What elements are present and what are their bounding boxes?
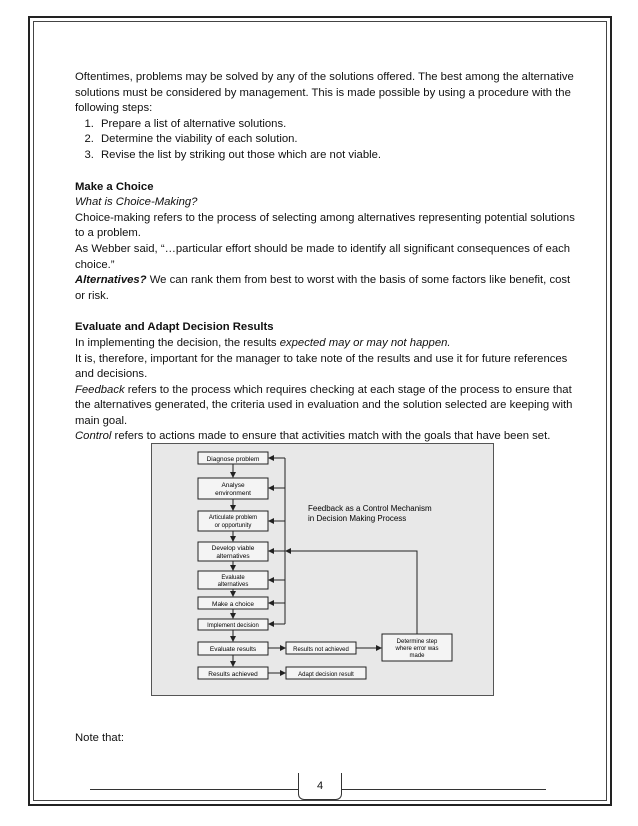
step-box-make-choice <box>198 597 268 609</box>
step-label: alternatives <box>216 553 250 560</box>
footer-rule-right <box>340 789 546 790</box>
determine-step-box <box>382 634 452 661</box>
list-item: 2. Determine the viability of each solution. <box>97 132 575 148</box>
diagram-title: in Decision Making Process <box>308 514 407 523</box>
feedback-text: refers to the process which requires checking at each stage of the process to ensure that the alternatives generated, the criteria used in evaluation and the solution selected are keeping with main goal. <box>75 383 573 427</box>
alternatives-label: Alternatives? <box>75 274 147 287</box>
intro-paragraph: Oftentimes, problems may be solved by any of the solutions offered. The best among the alternative solutions must be considered by management. This is made possible by using a procedure with the following steps: <box>75 71 574 115</box>
determine-step-label: Determine step <box>396 639 438 645</box>
step-box-analyse <box>198 478 268 499</box>
step-label: or opportunity <box>214 523 252 529</box>
step-label: Results achieved <box>208 671 258 678</box>
step-label: Evaluate <box>221 575 245 581</box>
list-item: 1. Prepare a list of alternative solutions. <box>97 117 575 133</box>
step-label: Articulate problem <box>208 515 258 521</box>
step-box-implement <box>198 619 268 630</box>
footer-rule-left <box>90 789 298 790</box>
step-box-results-achieved <box>198 667 268 679</box>
step-label: Evaluate results <box>209 646 257 653</box>
adapt-result-box <box>286 667 366 679</box>
choice-making-definition: Choice-making refers to the process of selecting among alternatives representing potential solutions to a problem. <box>75 211 575 240</box>
evaluate-heading: Evaluate and Adapt Decision Results <box>75 321 274 334</box>
results-not-achieved-label: Results not achieved <box>293 647 349 653</box>
results-not-achieved-box <box>286 642 356 654</box>
feedback-paragraph <box>75 383 575 430</box>
step-label: Make a choice <box>212 601 254 608</box>
control-term: Control <box>75 430 112 443</box>
step-box-develop <box>198 542 268 561</box>
list-item: 3. Revise the list by striking out those which are not viable. <box>97 148 575 164</box>
implementing-text: In implementing the decision, the results <box>75 336 280 349</box>
control-text: refers to actions made to ensure that activities match with the goals that have been set. <box>111 430 551 443</box>
webber-quote: As Webber said, “…particular effort should be made to identify all significant consequences of each choice.” <box>75 242 571 271</box>
step-label: Analyse <box>221 482 245 489</box>
document-body <box>75 70 575 445</box>
alternatives-text: We can rank them from best to worst with the basis of some factors like benefit, cost or risk. <box>75 274 571 302</box>
importance-paragraph: It is, therefore, important for the manager to take note of the results and use it for future references and decisions. <box>75 352 568 381</box>
step-label: Implement decision <box>207 623 259 629</box>
steps-list <box>75 117 575 164</box>
step-box-diagnose <box>198 452 268 464</box>
feedback-bus <box>269 458 285 624</box>
error-feedback-arrow <box>286 551 417 634</box>
feedback-control-diagram <box>151 443 494 696</box>
step-box-evaluate-alternatives <box>198 571 268 589</box>
alternatives-paragraph <box>75 273 575 304</box>
page-number: 4 <box>298 773 342 800</box>
step-label: Develop viable <box>211 545 255 552</box>
diagram-title: Feedback as a Control Mechanism <box>308 504 432 513</box>
step-box-evaluate-results <box>198 642 268 655</box>
adapt-result-label: Adapt decision result <box>298 672 354 678</box>
determine-step-label: made <box>409 653 425 659</box>
step-label: Diagnose problem <box>206 456 260 463</box>
note-text: Note that: <box>75 732 124 744</box>
step-label: environment <box>215 490 251 497</box>
feedback-term: Feedback <box>75 383 125 396</box>
implementing-paragraph <box>75 336 575 352</box>
step-box-articulate <box>198 511 268 531</box>
make-choice-heading: Make a Choice <box>75 180 154 193</box>
step-label: alternatives <box>217 582 249 588</box>
determine-step-label: where error was <box>395 646 439 652</box>
choice-making-subheading: What is Choice-Making? <box>75 196 198 209</box>
implementing-emphasis: expected may or may not happen. <box>279 336 451 349</box>
